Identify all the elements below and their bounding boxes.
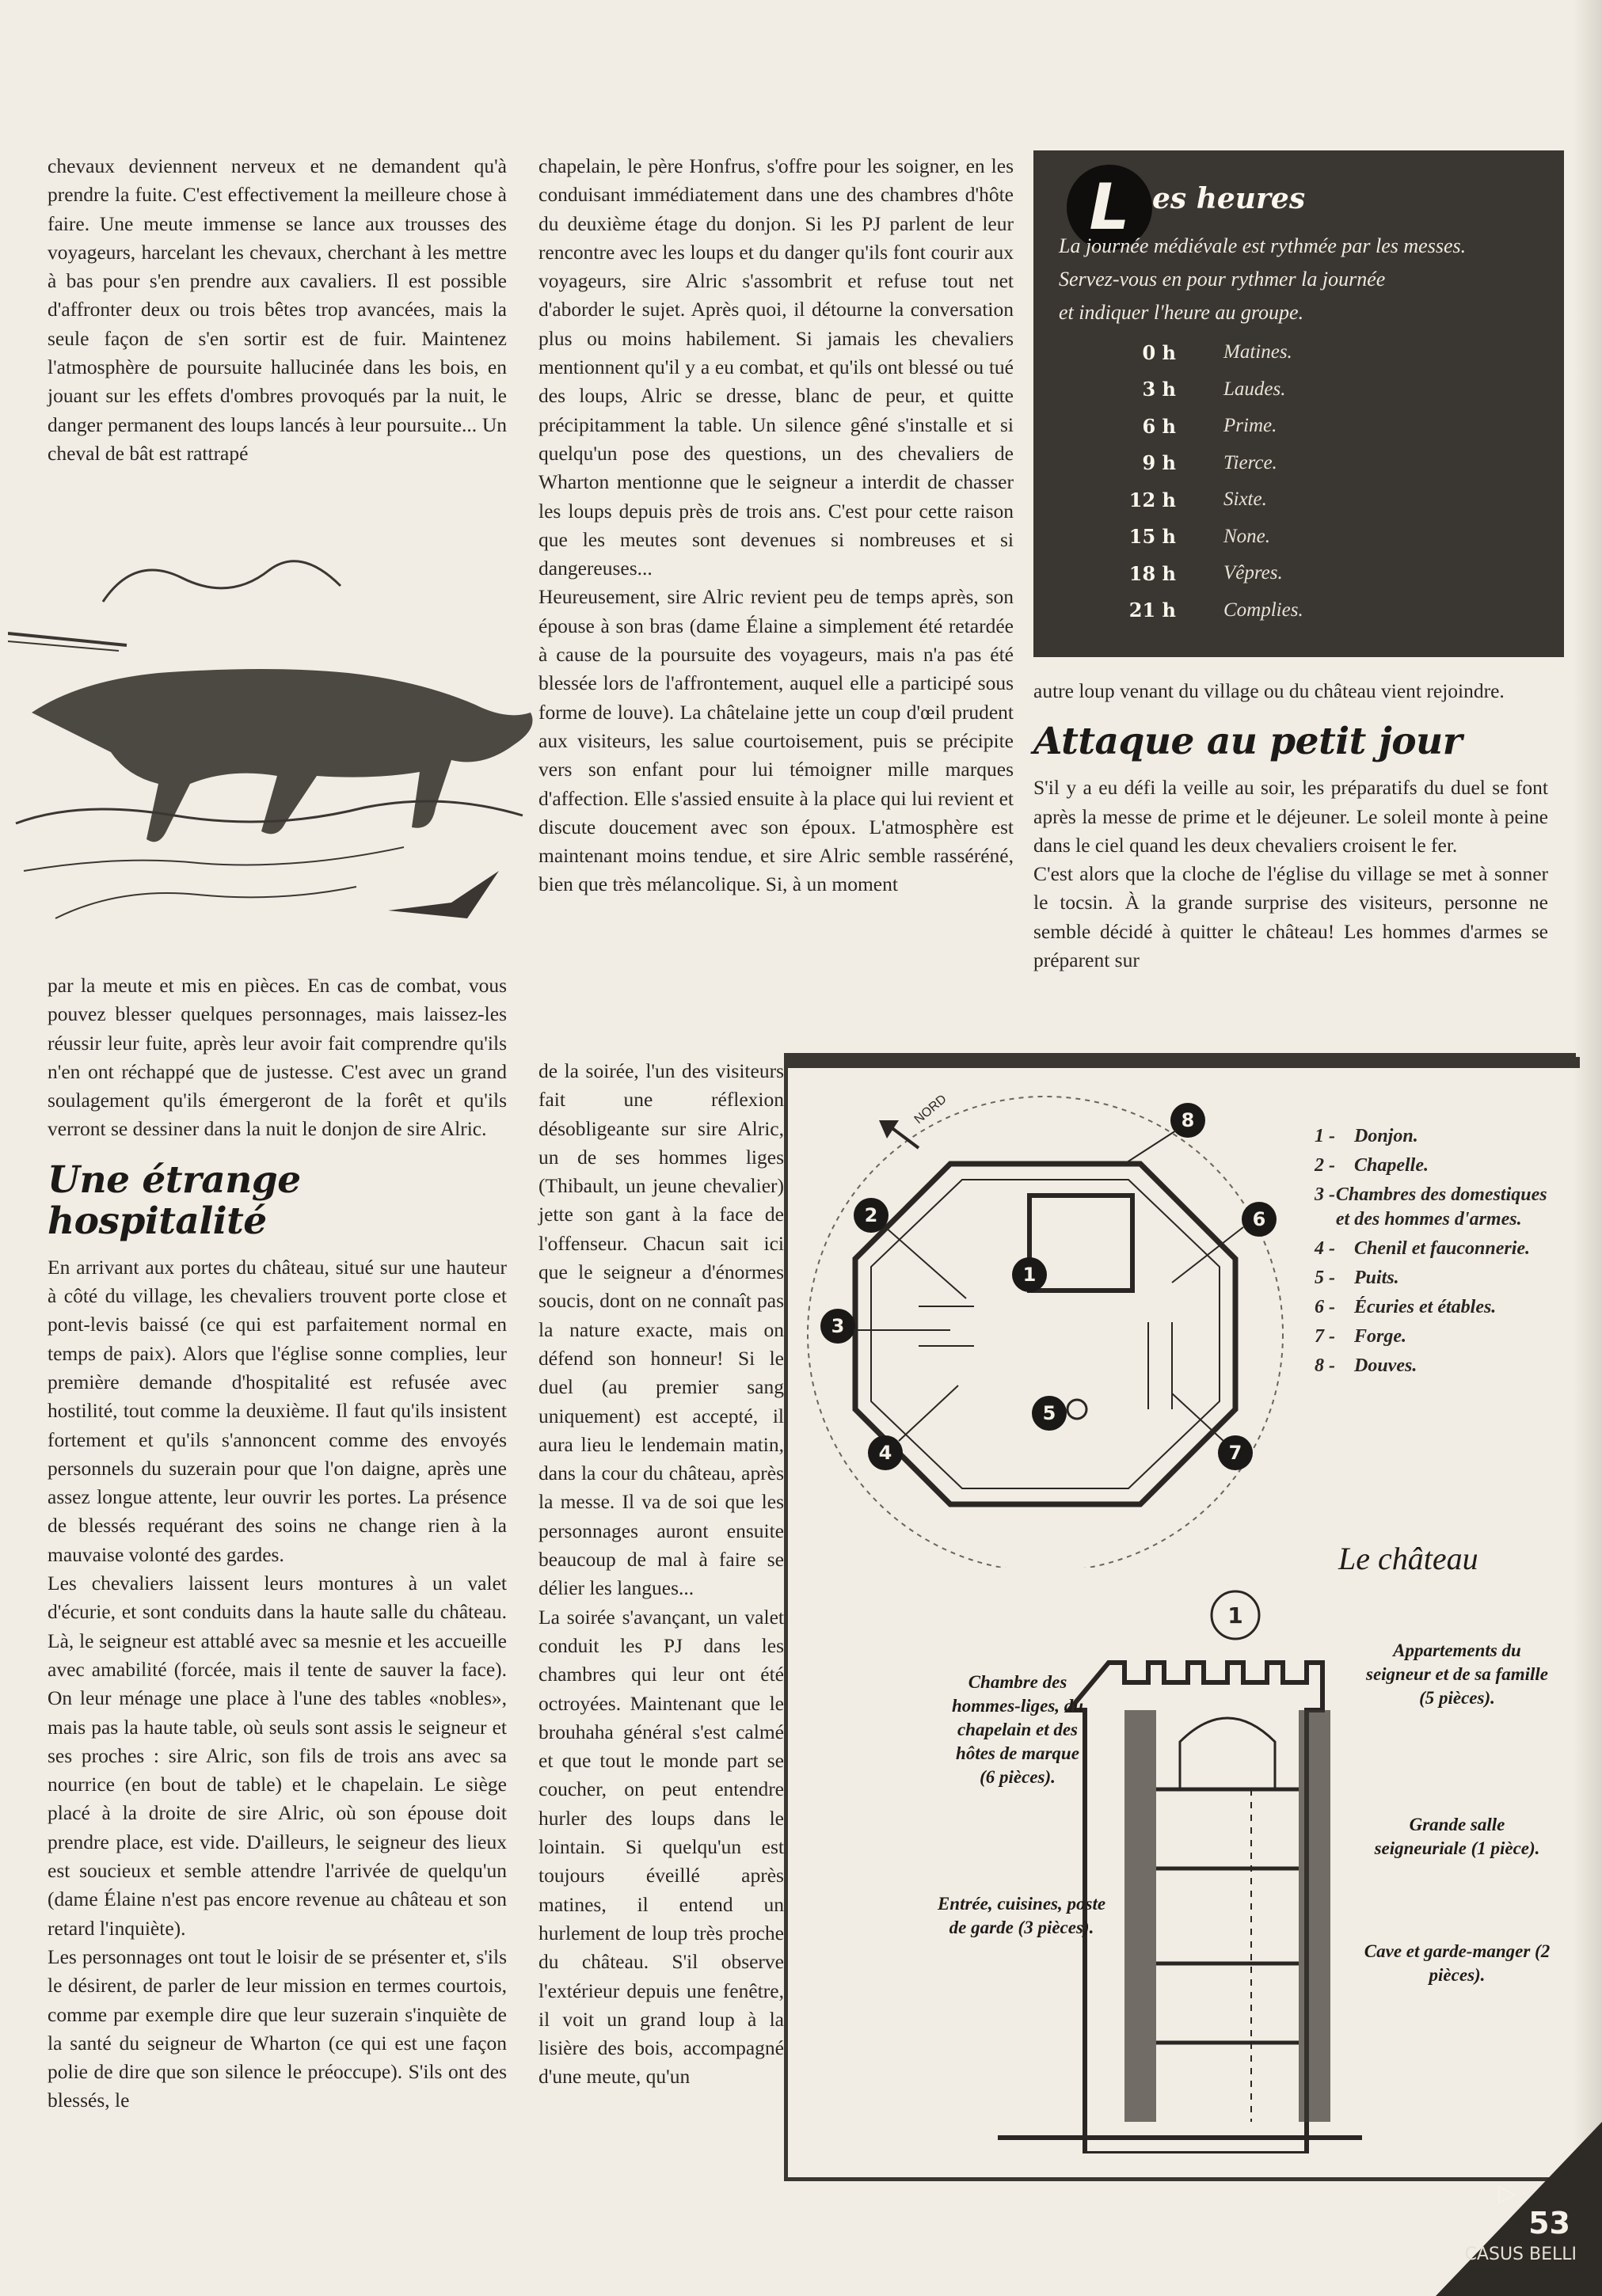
svg-text:5: 5 bbox=[1042, 1402, 1056, 1424]
page-edge bbox=[1573, 0, 1602, 2296]
wolf-illustration bbox=[8, 507, 594, 950]
legend-item bbox=[1315, 1183, 1552, 1232]
hour-row bbox=[1081, 334, 1477, 371]
legend-label: Écuries et étables. bbox=[1354, 1297, 1497, 1317]
legend-item bbox=[1315, 1154, 1552, 1178]
svg-text:7: 7 bbox=[1228, 1442, 1242, 1464]
marker-4 bbox=[868, 1435, 903, 1470]
marker-1 bbox=[1012, 1257, 1047, 1292]
column-1-bottom bbox=[48, 971, 507, 2115]
hour-row bbox=[1081, 445, 1477, 482]
corner-triangle bbox=[1436, 2122, 1602, 2296]
legend-label: Forge. bbox=[1354, 1326, 1406, 1347]
hour-name: Tierce. bbox=[1223, 451, 1277, 473]
svg-text:2: 2 bbox=[864, 1204, 878, 1226]
column-2-bottom bbox=[538, 1057, 784, 2092]
legend-label: Chapelle. bbox=[1354, 1155, 1429, 1176]
legend-item bbox=[1315, 1354, 1552, 1378]
hour-value: 3 h bbox=[1142, 378, 1176, 401]
tower-marker bbox=[1212, 1591, 1259, 1639]
hours-list bbox=[1081, 334, 1477, 629]
legend-label: Puits. bbox=[1354, 1268, 1399, 1288]
hour-name: Matines. bbox=[1223, 341, 1292, 363]
hour-name: Prime. bbox=[1223, 415, 1277, 437]
legend-item bbox=[1315, 1266, 1552, 1291]
paragraph: Les personnages ont tout le loisir de se présenter et, s'ils le désirent, de parler de leur mission en termes courtois, comme par exemple dire que leur suzerain s'inquiète de la santé du seigneur de Wharton (ce qui est une façon polie de dire que son silence le préoccupe). S'ils ont des blessés, le bbox=[48, 1944, 507, 2112]
paragraph: C'est alors que la cloche de l'église du village se met à sonner le tocsin. À la grande surprise des visiteurs, personne ne semble décidé à quitter le château! Les hommes d'armes se préparent sur bbox=[1033, 862, 1548, 972]
hour-value: 0 h bbox=[1142, 340, 1176, 364]
hour-row bbox=[1081, 371, 1477, 409]
legend-number: 5 - bbox=[1315, 1268, 1335, 1288]
legend-item bbox=[1315, 1325, 1552, 1349]
hour-row bbox=[1081, 592, 1477, 629]
marker-2 bbox=[854, 1198, 889, 1233]
dropcap: L bbox=[1067, 165, 1152, 250]
hour-value: 6 h bbox=[1142, 414, 1176, 438]
paragraph: chapelain, le père Honfrus, s'offre pour les soigner, en les conduisant immédiatement dans une des chambres d'hôte du deuxième étage du donjon. Si les PJ parlent de leur rencontre avec les loups et du danger qu'ils font courir aux voyageurs, sire Alric s'assombrit et refuse tout net d'aborder le sujet. Après quoi, il détourne la conversation plus ou moins habilement. Si jamais les chevaliers mentionnent qu'il y a eu combat, et qu'ils ont blessé ou tué des loups, Alric se dresse, blanc de peur, et quitte précipitamment la table. Un silence gêné s'installe et si quelqu'un pose des questions, un des chevaliers de Wharton mentionne que le seigneur a interdit de chasser les loups depuis près de trois ans. C'est pour cette raison que les meutes sont devenues si nombreuses et si dangereuses... bbox=[538, 154, 1014, 580]
hour-name: Vêpres. bbox=[1223, 562, 1283, 584]
svg-text:1: 1 bbox=[1227, 1602, 1243, 1629]
hour-row bbox=[1081, 481, 1477, 519]
marker-5 bbox=[1032, 1396, 1067, 1431]
paragraph: La soirée s'avançant, un valet conduit les PJ dans les chambres qui leur ont été octroyées. Maintenant que le brouhaha général s'est calmé et que tout le monde part se coucher, on peut entendre hurler des loups dans le lointain. Si quelqu'un est toujours éveillé après matines, il entend un hurlement de loup très proche du château. S'il observe l'extérieur depuis une fenêtre, il voit un grand loup à la lisière des bois, accompagné d'une meute, qu'un bbox=[538, 1605, 784, 2089]
section-heading: Attaque au petit jour bbox=[1033, 720, 1462, 764]
legend-label: Donjon. bbox=[1354, 1126, 1418, 1146]
hour-row bbox=[1081, 408, 1477, 445]
tower-label-apartments: Appartements du seigneur et de sa famille (5 pièces). bbox=[1366, 1640, 1548, 1708]
legend-number: 6 - bbox=[1315, 1297, 1335, 1317]
hour-name: Sixte. bbox=[1223, 488, 1267, 511]
paragraph: En arrivant aux portes du château, situé sur une hauteur à côté du village, les chevaliers trouvent porte close et pont-levis baissé (ce qui est parfaitement normal en temps de paix). Alors que l'église sonne complies, leur première demande d'hospitalité est refusée avec hostilité, tout comme la deuxième. Il faut qu'ils insistent fortement et qu'ils s'annoncent comme des envoyés personnels du suzerain pour que l'on daigne, après une assez longue attente, leur ouvrir les portes. La présence de blessés requérant des soins ne change rien à la mauvaise volonté des gardes. bbox=[48, 1255, 507, 1566]
svg-text:8: 8 bbox=[1181, 1109, 1195, 1131]
marker-8 bbox=[1170, 1103, 1205, 1138]
sidebar-title: es heures bbox=[1152, 182, 1306, 215]
intro-line: Servez-vous en pour rythmer la journée bbox=[1059, 268, 1386, 291]
tower-label-great-hall: Grande salle seigneuriale (1 pièce). bbox=[1374, 1815, 1540, 1858]
hour-row bbox=[1081, 555, 1477, 592]
legend-number: 3 - bbox=[1315, 1184, 1335, 1205]
castle-plan bbox=[792, 1077, 1330, 1568]
paragraph: autre loup venant du village ou du château vient rejoindre. bbox=[1033, 679, 1505, 702]
page-number: 53 bbox=[1528, 2206, 1570, 2241]
column-2-top bbox=[538, 152, 1014, 899]
marker-6 bbox=[1242, 1202, 1277, 1237]
legend-label: Chambres des domestiques et des hommes d'armes. bbox=[1335, 1184, 1547, 1230]
hour-name: Complies. bbox=[1223, 599, 1303, 621]
castle-title: Le château bbox=[1338, 1541, 1478, 1576]
legend-number: 8 - bbox=[1315, 1355, 1335, 1376]
hour-value: 12 h bbox=[1128, 488, 1176, 511]
marker-3 bbox=[820, 1309, 855, 1344]
paragraph: Les chevaliers laissent leurs montures à un valet d'écurie, et sont conduits dans la haute salle du château. Là, le seigneur est attablé avec sa mesnie et les accueille avec amabilité (forcée, mais il tente de sauver la face). On leur ménage une place à l'une des tables «nobles», mais pas la haute table, où seuls sont assis le seigneur et ses proches : sire Alric, son fils de trois ans avec sa nourrice (en bout de table) et le chapelain. Le siège placé à la droite de sire Alric, où son épouse doit prendre place, est vide. D'ailleurs, le seigneur des lieux est soucieux et semble attendre l'arrivée de quelqu'un (dame Élaine n'est pas encore revenue au château et son retard l'inquiète). bbox=[48, 1572, 507, 1940]
section-heading: Une étrange hospitalité bbox=[48, 1158, 301, 1243]
tower-label-rooms: Chambre des hommes-liges, du chapelain et des hôtes de marque (6 pièces). bbox=[951, 1672, 1084, 1787]
hours-sidebar bbox=[1033, 150, 1564, 657]
north-label: NORD bbox=[911, 1092, 949, 1127]
svg-text:3: 3 bbox=[831, 1315, 845, 1337]
paragraph: chevaux deviennent nerveux et ne demandent qu'à prendre la fuite. C'est effectivement la meilleure chose à faire. Une meute immense se lance aux trousses des voyageurs, harcelant les chevaux, cherchant à les mettre à bas pour s'en prendre aux cavaliers. Il est possible d'affronter deux ou trois bêtes trop avancées, mais la seule façon de s'en sortir est de fuir. Maintenez l'atmosphère de poursuite hallucinée dans les bois, en jouant sur les effets d'ombres provoqués par la nuit, le danger permanent des loups lancés à leur poursuite... Un cheval de bât est rattrapé bbox=[48, 154, 507, 465]
intro-line: et indiquer l'heure au groupe. bbox=[1059, 301, 1304, 324]
paragraph: par la meute et mis en pièces. En cas de combat, vous pouvez blesser quelques personnages, mais laissez-les réussir leur fuite, après leur avoir fait comprendre qu'ils n'en ont réchappé que de justesse. C'est avec un grand soulagement qu'ils émergeront de la forêt et qu'ils verront se dessiner dans la nuit le donjon de sire Alric. bbox=[48, 974, 507, 1141]
hour-name: None. bbox=[1223, 525, 1271, 547]
paragraph: S'il y a eu défi la veille au soir, les préparatifs du duel se font après la messe de prime et le déjeuner. Le soleil monte à peine dans le ciel quand les deux chevaliers croisent le fer. bbox=[1033, 776, 1548, 857]
next-page-arrow-icon: ▷ bbox=[1497, 2180, 1516, 2207]
hour-value: 18 h bbox=[1128, 561, 1176, 585]
legend-item bbox=[1315, 1295, 1552, 1320]
column-3 bbox=[1033, 677, 1548, 975]
tower-label-entrance: Entrée, cuisines, poste de garde (3 pièces). bbox=[937, 1894, 1106, 1937]
tower-label-cellar: Cave et garde-manger (2 pièces). bbox=[1364, 1941, 1551, 1985]
page-corner bbox=[1436, 2122, 1602, 2296]
hour-value: 21 h bbox=[1128, 599, 1176, 622]
svg-text:4: 4 bbox=[878, 1442, 892, 1464]
map-legend bbox=[1315, 1124, 1552, 1383]
svg-text:6: 6 bbox=[1252, 1208, 1266, 1230]
paragraph: de la soirée, l'un des visiteurs fait une réflexion désobligeante sur sire Alric, un de ses hommes liges (Thibault, un jeune chevalier) jette son gant à la face de l'offenseur. Chacun sait ici que le seigneur a d'énormes soucis, dont on ne connaît pas la nature exacte, mais on défend son honneur! Si le duel (au premier sang uniquement) est accepté, il aura lieu le lendemain matin, dans la cour du château, après la messe. Il va de soi que les personnages auront ensuite beaucoup de mal à faire se délier les langues... bbox=[538, 1059, 784, 1600]
legend-number: 4 - bbox=[1315, 1238, 1335, 1259]
hour-value: 9 h bbox=[1142, 451, 1176, 475]
publication-name: CASUS BELLI bbox=[1464, 2245, 1577, 2264]
hour-row bbox=[1081, 519, 1477, 556]
hour-name: Laudes. bbox=[1223, 378, 1286, 400]
paragraph: Heureusement, sire Alric revient peu de temps après, son épouse à son bras (dame Élaine a simplement été retardée à cause de la poursuite des voyageurs, mais n'a pas été blessée lors de l'affrontement, auquel elle a participé sous forme de louve). La châtelaine jette un coup d'œil prudent aux visiteurs, les salue courtoisement, puis se précipite vers son enfant pour lui témoigner mille marques d'affection. Elle s'assied ensuite à la place qui lui revient et discute doucement avec son époux. L'atmosphère est maintenant moins tendue, et sire Alric semble rasséréné, bien que très mélancolique. Si, à un moment bbox=[538, 585, 1014, 896]
hour-value: 15 h bbox=[1128, 525, 1176, 549]
legend-label: Chenil et fauconnerie. bbox=[1354, 1238, 1531, 1259]
column-1-top bbox=[48, 152, 507, 468]
intro-line: La journée médiévale est rythmée par les messes. bbox=[1059, 234, 1467, 257]
tower-cross-section bbox=[998, 1583, 1362, 2153]
sidebar-intro bbox=[1059, 230, 1550, 329]
svg-text:1: 1 bbox=[1022, 1264, 1037, 1286]
legend-item bbox=[1315, 1237, 1552, 1261]
legend-number: 1 - bbox=[1315, 1126, 1335, 1146]
legend-number: 2 - bbox=[1315, 1155, 1335, 1176]
legend-item bbox=[1315, 1124, 1552, 1149]
legend-label: Douves. bbox=[1354, 1355, 1417, 1376]
legend-number: 7 - bbox=[1315, 1326, 1335, 1347]
